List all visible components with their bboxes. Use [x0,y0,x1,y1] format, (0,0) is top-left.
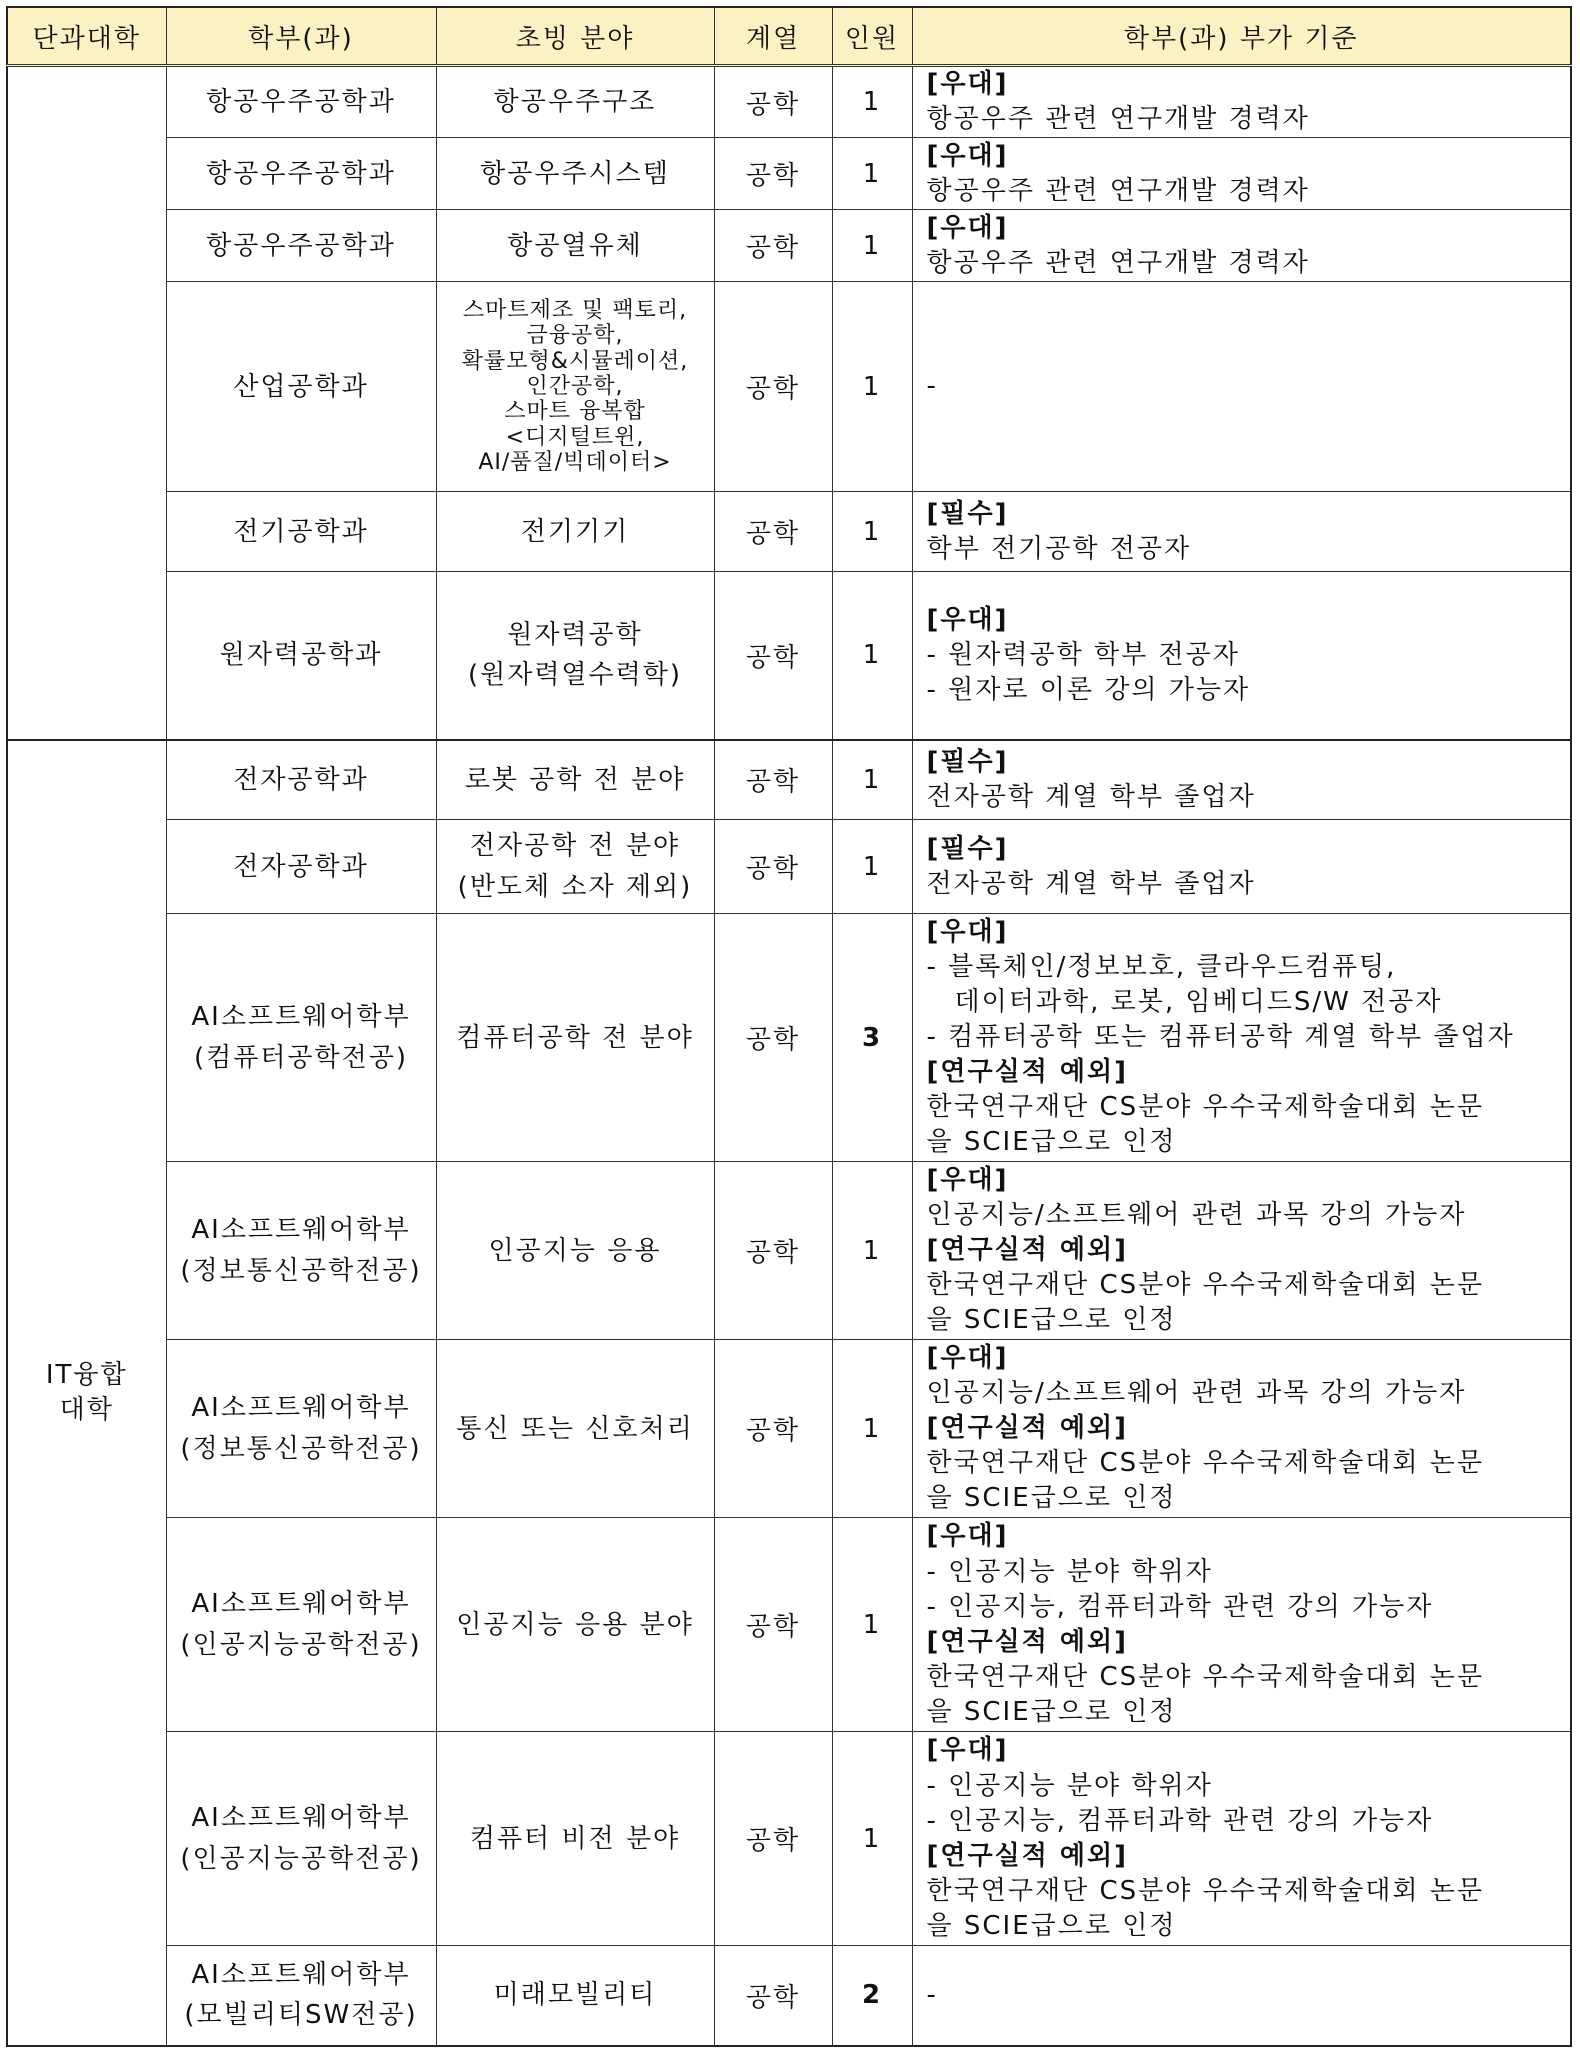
college-name-line: 대학 [59,1394,114,1425]
college-cell [7,66,166,740]
requirement-line: - [926,371,938,402]
department-cell [166,138,436,210]
requirement-tag: [필수] [926,746,1009,777]
requirement-line: - 컴퓨터공학 또는 컴퓨터공학 계열 학부 졸업자 [926,1022,1515,1053]
requirement-tag: [연구실적 예외] [926,1235,1129,1266]
field-name: (반도체 소자 제외) [457,871,693,902]
recruitment-table [6,6,1572,2047]
requirement-line: 한국연구재단 CS분야 우수국제학술대회 논문 [926,1448,1485,1479]
field-name: 스마트 융복합 [504,399,646,425]
table-row [7,492,1571,572]
count-cell: 1 [832,572,912,740]
requirement-tag: [우대] [926,69,1009,99]
field-name: 항공열유체 [507,230,643,261]
requirement-line: 을 SCIE급으로 인정 [926,1910,1177,1941]
department-name: 항공우주공학과 [206,230,396,261]
department-cell [166,572,436,740]
field-name: 컴퓨터 비전 분야 [469,1823,681,1854]
field-cell [436,66,714,138]
header-department: 학부(과) [166,7,436,66]
department-cell [166,740,436,820]
field-name: 로봇 공학 전 분야 [464,764,686,795]
field-name: 인공지능 응용 분야 [456,1609,694,1640]
series-cell: 공학 [714,1946,832,2046]
department-name: (인공지능공학전공) [180,1843,422,1874]
department-name: 전기공학과 [233,516,369,547]
series-cell: 공학 [714,1162,832,1340]
department-name: (인공지능공학전공) [180,1629,422,1660]
requirement-tag: [필수] [926,833,1009,864]
field-cell [436,914,714,1162]
table-row [7,1162,1571,1340]
department-name: (컴퓨터공학전공) [193,1042,409,1073]
department-cell [166,1518,436,1732]
count-cell: 1 [832,210,912,282]
requirement-tag: [우대] [926,916,1009,947]
count-cell: 3 [832,914,912,1162]
requirement-line: 을 SCIE급으로 인정 [926,1305,1177,1336]
department-cell [166,1946,436,2046]
requirements-cell [912,1946,1571,2046]
requirement-line: - [926,1979,938,2010]
header-row [7,7,1571,66]
department-name: AI소프트웨어학부 [191,1393,411,1424]
requirement-line: 항공우주 관련 연구개발 경력자 [926,104,1310,135]
department-name: AI소프트웨어학부 [191,1803,411,1834]
field-cell [436,1162,714,1340]
requirements-cell [912,740,1571,820]
field-name: 스마트제조 및 팩토리, [462,298,688,324]
field-name: 원자력공학 [507,620,643,651]
field-name: 전자공학 전 분야 [469,831,681,862]
table-row [7,210,1571,282]
requirement-line: 인공지능/소프트웨어 관련 과목 강의 가능자 [926,1200,1467,1231]
requirement-tag: [필수] [926,498,1009,529]
field-name: 인간공학, [526,374,624,400]
department-name: (정보통신공학전공) [180,1433,422,1464]
department-cell [166,820,436,914]
count-cell: 1 [832,138,912,210]
series-cell: 공학 [714,914,832,1162]
requirement-line: 데이터과학, 로봇, 임베디드S/W 전공자 [954,987,1443,1018]
field-name: 금융공학, [526,323,624,349]
department-name: 항공우주공학과 [206,86,396,117]
table-body [7,66,1571,2046]
department-cell [166,492,436,572]
department-name: (정보통신공학전공) [180,1255,422,1286]
header-college: 단과대학 [7,7,166,66]
field-name: (원자력열수력학) [467,660,683,691]
field-name: 확률모형&시뮬레이션, [461,348,689,374]
table-row [7,572,1571,740]
table-row [7,1518,1571,1732]
requirement-line: - 원자로 이론 강의 가능자 [926,674,1251,705]
requirement-line: - 원자력공학 학부 전공자 [926,639,1240,670]
requirements-cell [912,282,1571,492]
count-cell: 1 [832,282,912,492]
requirements-cell [912,820,1571,914]
field-name: 전기기기 [520,516,630,547]
department-cell [166,282,436,492]
field-cell [436,820,714,914]
requirements-cell [912,492,1571,572]
series-cell: 공학 [714,740,832,820]
requirement-line: - 인공지능 분야 학위자 [926,1770,1213,1801]
header-requirements: 학부(과) 부가 기준 [912,7,1571,66]
requirements-cell [912,66,1571,138]
department-name: 전자공학과 [233,851,369,882]
requirements-cell [912,138,1571,210]
requirement-tag: [우대] [926,140,1009,171]
header-series: 계열 [714,7,832,66]
field-cell [436,492,714,572]
department-name: 원자력공학과 [219,640,383,671]
department-name: 항공우주공학과 [206,158,396,189]
field-cell [436,1340,714,1518]
count-cell: 1 [832,1162,912,1340]
table-row [7,66,1571,138]
department-cell [166,210,436,282]
field-cell [436,1518,714,1732]
count-cell: 1 [832,820,912,914]
table-row [7,1946,1571,2046]
field-name: 컴퓨터공학 전 분야 [456,1022,694,1053]
series-cell: 공학 [714,138,832,210]
table-row [7,282,1571,492]
department-cell [166,1340,436,1518]
college-cell-it [7,740,166,2046]
series-cell: 공학 [714,66,832,138]
count-cell: 1 [832,740,912,820]
field-name: 항공우주시스템 [480,158,670,189]
department-cell [166,66,436,138]
requirement-line: 을 SCIE급으로 인정 [926,1696,1177,1727]
requirement-tag: [우대] [926,1164,1009,1195]
series-cell: 공학 [714,282,832,492]
field-name: 통신 또는 신호처리 [456,1413,694,1444]
count-cell: 1 [832,1340,912,1518]
requirement-line: - 인공지능, 컴퓨터과학 관련 강의 가능자 [926,1805,1434,1836]
field-name: AI/품질/빅데이터> [478,449,672,475]
count-cell: 1 [832,492,912,572]
table-row [7,138,1571,210]
department-cell [166,1162,436,1340]
requirements-cell [912,1732,1571,1946]
requirement-line: 한국연구재단 CS분야 우수국제학술대회 논문 [926,1875,1485,1906]
requirement-line: 학부 전기공학 전공자 [926,533,1192,564]
field-cell [436,1946,714,2046]
department-name: AI소프트웨어학부 [191,1589,411,1620]
requirement-tag: [연구실적 예외] [926,1626,1129,1657]
requirement-tag: [우대] [926,1735,1009,1766]
requirements-cell [912,572,1571,740]
field-cell [436,210,714,282]
college-name-line: IT융합 [45,1359,128,1390]
field-name: 항공우주구조 [493,86,657,117]
requirement-line: 인공지능/소프트웨어 관련 과목 강의 가능자 [926,1378,1467,1409]
department-name: 전자공학과 [233,764,369,795]
department-name: 산업공학과 [233,371,369,402]
field-name: 인공지능 응용 [488,1235,662,1266]
field-cell [436,740,714,820]
field-cell [436,1732,714,1946]
series-cell: 공학 [714,210,832,282]
requirement-line: 전자공학 계열 학부 졸업자 [926,781,1256,812]
count-cell: 1 [832,1732,912,1946]
header-field: 초빙 분야 [436,7,714,66]
requirements-cell [912,210,1571,282]
requirement-line: 한국연구재단 CS분야 우수국제학술대회 논문 [926,1270,1485,1301]
count-cell: 2 [832,1946,912,2046]
series-cell: 공학 [714,1518,832,1732]
table-row [7,1732,1571,1946]
requirement-line: 항공우주 관련 연구개발 경력자 [926,247,1310,278]
requirements-cell [912,1340,1571,1518]
requirement-tag: [우대] [926,1521,1009,1552]
series-cell: 공학 [714,1732,832,1946]
series-cell: 공학 [714,1340,832,1518]
field-cell [436,572,714,740]
requirement-tag: [연구실적 예외] [926,1413,1129,1444]
requirement-line: 항공우주 관련 연구개발 경력자 [926,175,1310,206]
requirement-line: 을 SCIE급으로 인정 [926,1483,1177,1514]
requirement-line: 한국연구재단 CS분야 우수국제학술대회 논문 [926,1092,1485,1123]
requirement-line: - 블록체인/정보보호, 클라우드컴퓨팅, [926,951,1397,982]
series-cell: 공학 [714,820,832,914]
field-cell [436,282,714,492]
count-cell: 1 [832,1518,912,1732]
requirement-line: - 인공지능 분야 학위자 [926,1556,1213,1587]
table-row [7,914,1571,1162]
header-count: 인원 [832,7,912,66]
table-row [7,820,1571,914]
requirement-line: 전자공학 계열 학부 졸업자 [926,868,1256,899]
field-name: <디지털트윈, [505,424,645,450]
field-name: 미래모빌리티 [493,1980,657,2011]
series-cell: 공학 [714,492,832,572]
requirement-tag: [우대] [926,604,1009,635]
department-cell [166,914,436,1162]
table-row [7,1340,1571,1518]
requirements-cell [912,1162,1571,1340]
requirement-tag: [연구실적 예외] [926,1840,1129,1871]
department-name: AI소프트웨어학부 [191,1960,411,1991]
requirement-tag: [우대] [926,1342,1009,1373]
requirements-cell [912,1518,1571,1732]
requirement-tag: [연구실적 예외] [926,1057,1129,1088]
requirements-cell [912,914,1571,1162]
requirement-line: 을 SCIE급으로 인정 [926,1127,1177,1158]
series-cell: 공학 [714,572,832,740]
field-cell [436,138,714,210]
table-row [7,740,1571,820]
count-cell: 1 [832,66,912,138]
requirement-line: - 인공지능, 컴퓨터과학 관련 강의 가능자 [926,1591,1434,1622]
department-name: AI소프트웨어학부 [191,1002,411,1033]
requirement-line: 한국연구재단 CS분야 우수국제학술대회 논문 [926,1661,1485,1692]
department-cell [166,1732,436,1946]
department-name: AI소프트웨어학부 [191,1215,411,1246]
requirement-tag: [우대] [926,212,1009,243]
department-name: (모빌리티SW전공) [184,2000,418,2031]
